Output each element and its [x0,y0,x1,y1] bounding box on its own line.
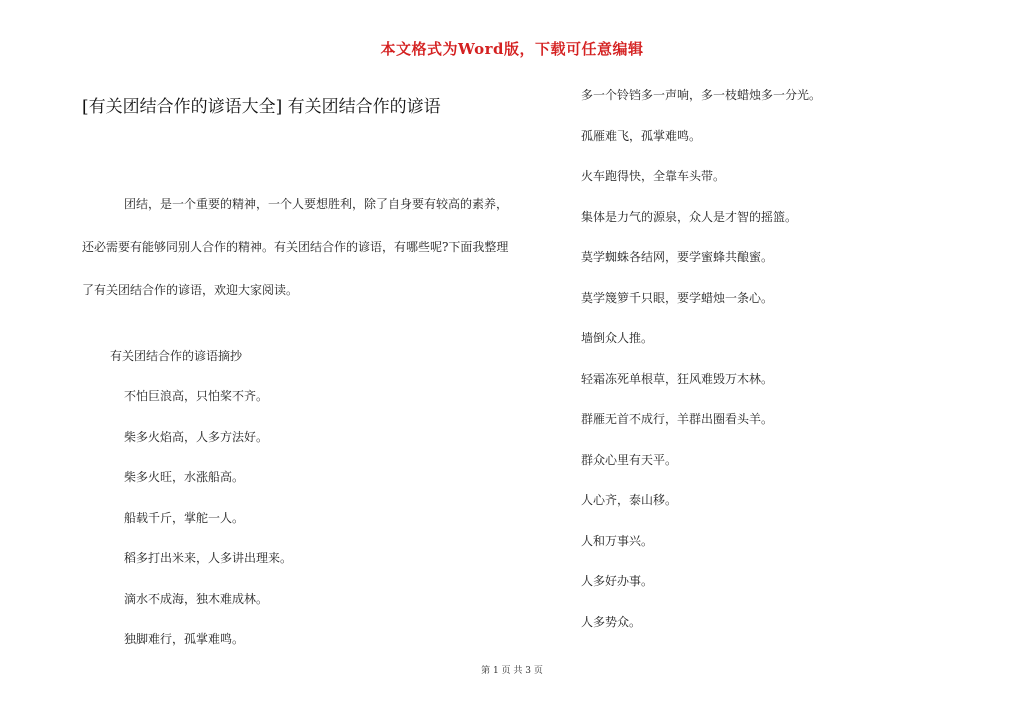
proverb-item: 多一个铃铛多一声响，多一枝蜡烛多一分光。 [581,88,822,102]
document-banner: 本文格式为Word版，下载可任意编辑 [380,40,644,58]
proverb-list-left [124,386,292,670]
proverb-item: 轻霜冻死单根草，狂风难毁万木林。 [581,371,774,386]
intro-paragraph: 团结，是一个重要的精神，一个人要想胜利，除了自身要有较高的素养，还必需要有能够同别人合作的精神。有关团结合作的谚语，有哪些呢?下面我整理了有关团结合作的谚语，欢迎大家阅读。 [82,197,509,297]
proverb-item: 人多势众。 [581,614,642,629]
proverb-item: 人和万事兴。 [581,533,654,548]
proverb-item: 独脚难行，孤掌难鸣。 [124,632,245,646]
document-title: [有关团结合作的谚语大全] 有关团结合作的谚语 [82,97,441,117]
proverb-item: 人心齐，泰山移。 [581,493,678,507]
proverb-list-right [581,85,821,652]
proverb-item: 不怕巨浪高，只怕桨不齐。 [124,389,269,403]
proverb-item: 柴多火旺，水涨船高。 [124,470,245,484]
proverb-item: 稻多打出米来，人多讲出理来。 [124,551,293,565]
proverb-item: 船载千斤，掌舵一人。 [124,510,245,525]
proverb-item: 莫学蜘蛛各结网，要学蜜蜂共酿蜜。 [581,250,774,264]
proverb-item: 滴水不成海，独木难成林。 [124,591,269,606]
proverb-item: 孤雁难飞，孤掌难鸣。 [581,128,702,143]
proverb-item: 群雁无首不成行，羊群出圈看头羊。 [581,412,774,426]
proverb-item: 墙倒众人推。 [581,331,654,345]
section-subheading: 有关团结合作的谚语摘抄 [110,349,243,363]
proverb-item: 柴多火焰高，人多方法好。 [124,429,269,444]
page-number-footer: 第 1 页 共 3 页 [481,666,543,676]
proverb-item: 莫学篾箩千只眼，要学蜡烛一条心。 [581,290,774,305]
proverb-item: 人多好办事。 [581,574,654,588]
proverb-item: 火车跑得快，全靠车头带。 [581,169,726,183]
proverb-item: 群众心里有天平。 [581,452,678,467]
proverb-item: 集体是力气的源泉，众人是才智的摇篮。 [581,209,798,224]
